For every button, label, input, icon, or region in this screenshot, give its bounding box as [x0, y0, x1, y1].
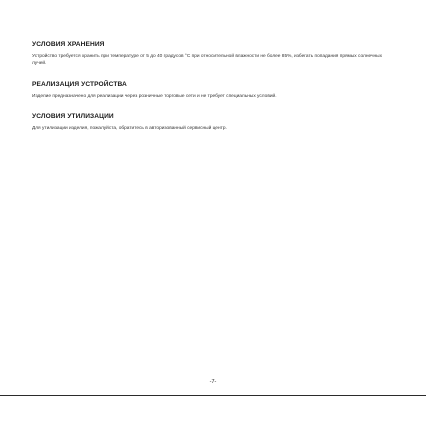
- section-text-disposal: Для утилизации изделия, пожалуйста, обратитесь в авторизованный сервисный центр.: [32, 125, 227, 131]
- section-heading-storage: УСЛОВИЯ ХРАНЕНИЯ: [32, 41, 105, 48]
- page-content: [32, 41, 394, 145]
- section-heading-sales: РЕАЛИЗАЦИЯ УСТРОЙСТВА: [32, 81, 127, 89]
- page-number: -7-: [209, 379, 217, 385]
- footer-divider: [0, 395, 426, 396]
- disposal-section: [32, 113, 394, 133]
- sales-section: [32, 81, 394, 101]
- section-heading-disposal: УСЛОВИЯ УТИЛИЗАЦИИ: [32, 112, 114, 120]
- storage-conditions-section: [32, 41, 394, 67]
- section-text-storage: Устройство требуется хранить при температуре от 5 до 40 градусов °С при относительной влажности не более 85%, избегать попадания прямых солнечных лучей.: [32, 53, 382, 66]
- section-text-sales: Изделие предназначено для реализации через розничные торговые сети и не требует специальных условий.: [32, 94, 277, 99]
